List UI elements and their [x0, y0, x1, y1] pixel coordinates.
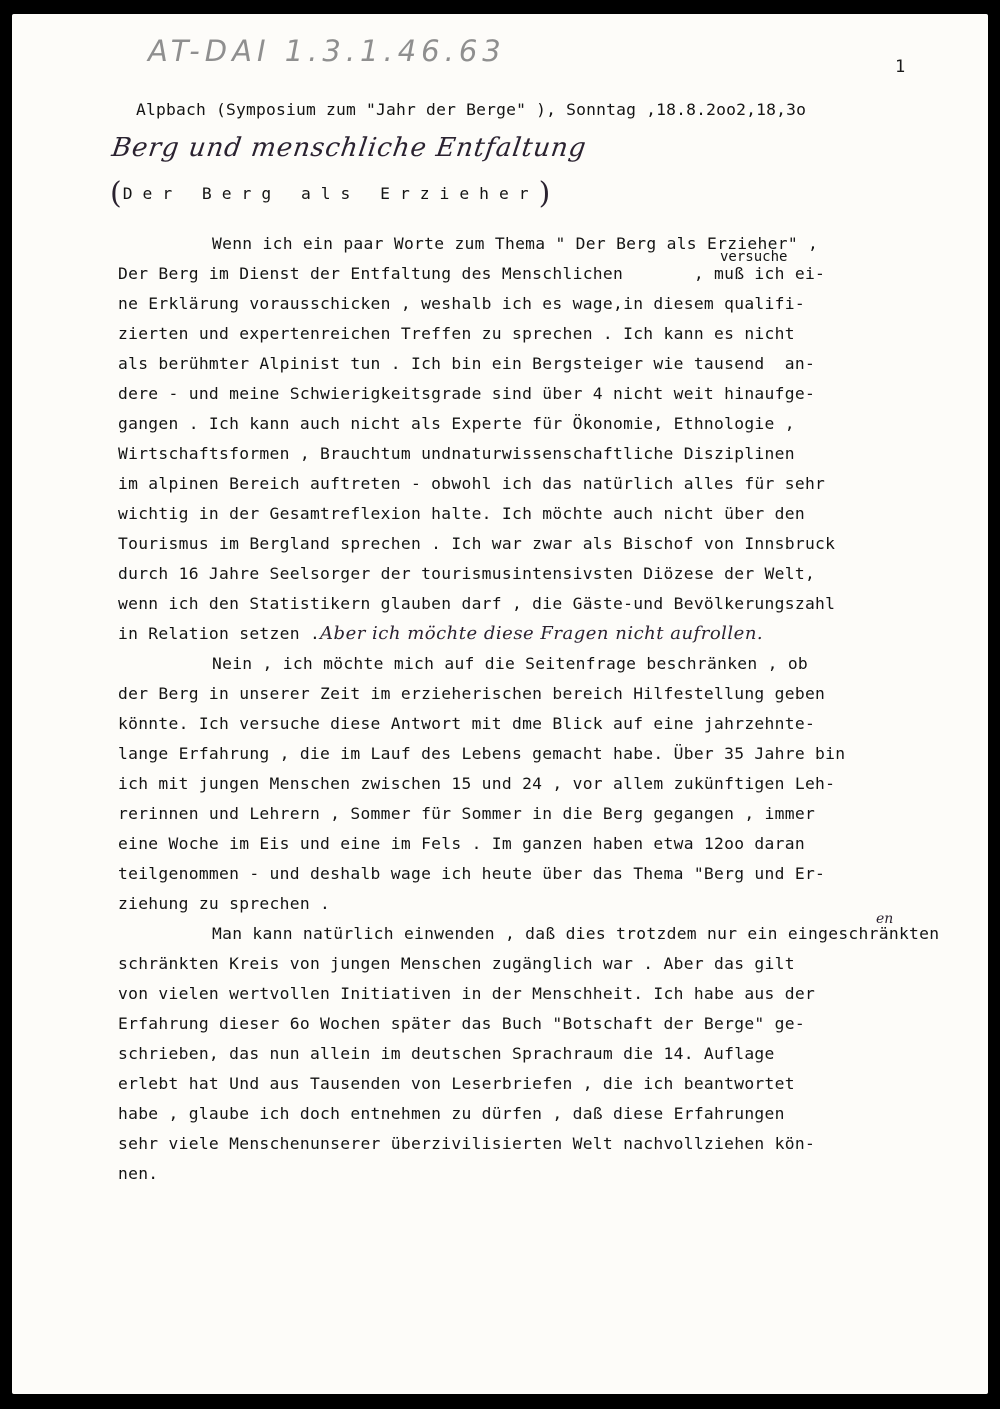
subtitle-text: Der Berg als Erzieher — [122, 184, 539, 203]
text-line: ne Erklärung vorausschicken , weshalb ich es wage,in diesem qualifi- — [118, 294, 805, 313]
text-line: schrieben, das nun allein im deutschen Sprachraum die 14. Auflage — [118, 1044, 775, 1063]
handwritten-title: Berg und menschliche Entfaltung — [109, 133, 589, 163]
text-line: gangen . Ich kann auch nicht als Experte für Ökonomie, Ethnologie , — [118, 414, 795, 433]
text-line: Erfahrung dieser 6o Wochen später das Buch "Botschaft der Berge" ge- — [118, 1014, 805, 1033]
text-line: Tourismus im Bergland sprechen . Ich war zwar als Bischof von Innsbruck — [118, 534, 836, 553]
text-line: schränkten Kreis von jungen Menschen zugänglich war . Aber das gilt — [118, 954, 795, 973]
text-line: lange Erfahrung , die im Lauf des Lebens gemacht habe. Über 35 Jahre bin — [118, 744, 846, 763]
subtitle-close-paren: ) — [538, 176, 552, 211]
text-line: durch 16 Jahre Seelsorger der tourismusintensivsten Diözese der Welt, — [118, 564, 816, 583]
text-line: zierten und expertenreichen Treffen zu sprechen . Ich kann es nicht — [118, 324, 795, 343]
text-line: rerinnen und Lehrern , Sommer für Sommer in die Berg gegangen , immer — [118, 804, 816, 823]
text-line: teilgenommen - und deshalb wage ich heute über das Thema "Berg und Er- — [118, 864, 826, 883]
body-text — [118, 229, 968, 1189]
text-line: Der Berg im Dienst der Entfaltung des Menschlichen , muß ich ei- — [118, 264, 826, 283]
text-line: Man kann natürlich einwenden , daß dies trotzdem nur ein eingeschränkten — [212, 924, 940, 943]
text-line: Wenn ich ein paar Worte zum Thema " Der Berg als Erzieher" , — [212, 234, 819, 253]
text-line: als berühmter Alpinist tun . Ich bin ein Bergsteiger wie tausend an- — [118, 354, 816, 373]
text-line: Nein , ich möchte mich auf die Seitenfrage beschränken , ob — [212, 654, 809, 673]
text-line: wichtig in der Gesamtreflexion halte. Ich möchte auch nicht über den — [118, 504, 805, 523]
text-line: ich mit jungen Menschen zwischen 15 und 24 , vor allem zukünftigen Leh- — [118, 774, 836, 793]
text-line: nen. — [118, 1164, 159, 1183]
archive-signature: AT-DAI 1.3.1.46.63 — [148, 34, 506, 68]
interlinear-correction: versuche — [720, 249, 788, 265]
text-line: ziehung zu sprechen . — [118, 894, 331, 913]
page-number: 1 — [895, 57, 906, 77]
subtitle-open-paren: ( — [110, 176, 123, 211]
text-line: sehr viele Menschenunserer überzivilisierten Welt nachvollziehen kön- — [118, 1134, 816, 1153]
text-line — [118, 619, 968, 649]
text-line: dere - und meine Schwierigkeitsgrade sind über 4 nicht weit hinaufge- — [118, 384, 816, 403]
text-line: von vielen wertvollen Initiativen in der Menschheit. Ich habe aus der — [118, 984, 816, 1003]
text-line: Wirtschaftsformen , Brauchtum undnaturwissenschaftliche Disziplinen — [118, 444, 795, 463]
text-line: erlebt hat Und aus Tausenden von Leserbriefen , die ich beantwortet — [118, 1074, 795, 1093]
text-line: der Berg in unserer Zeit im erzieherischen bereich Hilfestellung geben — [118, 684, 826, 703]
text-line: im alpinen Bereich auftreten - obwohl ich das natürlich alles für sehr — [118, 474, 826, 493]
text-line: könnte. Ich versuche diese Antwort mit dme Blick auf eine jahrzehnte- — [118, 714, 816, 733]
document-header: Alpbach (Symposium zum "Jahr der Berge" ), Sonntag ,18.8.2oo2,18,3o — [136, 100, 807, 119]
interlinear-handwritten-correction: en — [876, 911, 894, 927]
text-line-typed: in Relation setzen . — [118, 624, 321, 643]
text-line: habe , glaube ich doch entnehmen zu dürfen , daß diese Erfahrungen — [118, 1104, 785, 1123]
text-line: wenn ich den Statistikern glauben darf , die Gäste-und Bevölkerungszahl — [118, 594, 836, 613]
subtitle — [110, 172, 552, 211]
text-line: eine Woche im Eis und eine im Fels . Im ganzen haben etwa 12oo daran — [118, 834, 805, 853]
handwritten-insertion: Aber ich möchte diese Fragen nicht aufrollen. — [320, 623, 764, 644]
